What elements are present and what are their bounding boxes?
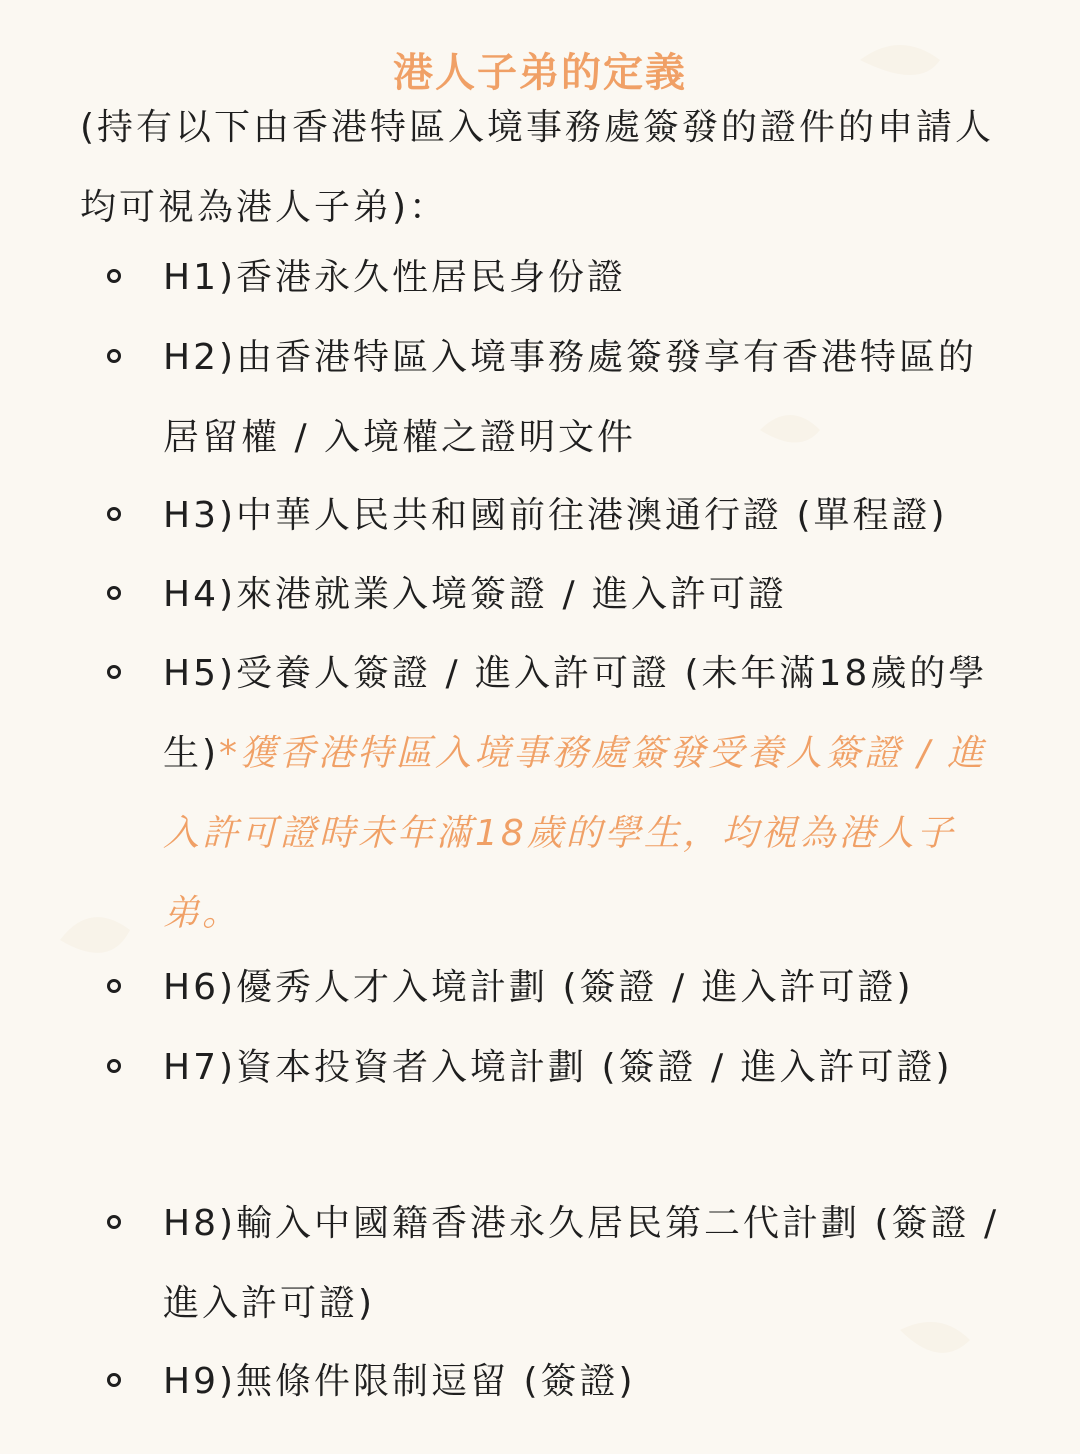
circle-bullet-icon: [107, 1215, 121, 1229]
circle-bullet-icon: [107, 586, 121, 600]
list-item-text: H1)香港永久性居民身份證: [163, 257, 627, 298]
list-item-text: H3)中華人民共和國前往港澳通行證 (單程證): [163, 495, 948, 536]
circle-bullet-icon: [107, 269, 121, 283]
intro-text: (持有以下由香港特區入境事務處簽發的證件的申請人均可視為港人子弟)：: [80, 107, 995, 228]
list-item-text: H4)來港就業入境簽證 / 進入許可證: [163, 574, 788, 615]
list-item-note: *獲香港特區入境事務處簽發受養人簽證 / 進入許可證時未年滿18歲的學生，均視為港人子弟。: [163, 733, 987, 934]
circle-bullet-icon: [107, 1373, 121, 1387]
circle-bullet-icon: [107, 507, 121, 521]
circle-bullet-icon: [107, 1059, 121, 1073]
list-item-text: H9)無條件限制逗留 (簽證): [163, 1361, 636, 1402]
list-item-text: H5)受養人簽證 / 進入許可證 (未年滿18歲的學生): [163, 653, 988, 774]
list-item-text: H7)資本投資者入境計劃 (簽證 / 進入許可證): [163, 1047, 953, 1088]
list-item-text: H6)優秀人才入境計劃 (簽證 / 進入許可證): [163, 967, 914, 1008]
list-item-text: H2)由香港特區入境事務處簽發享有香港特區的居留權 / 入境權之證明文件: [163, 337, 978, 458]
circle-bullet-icon: [107, 349, 121, 363]
circle-bullet-icon: [107, 979, 121, 993]
list-item-text: H8)輸入中國籍香港永久居民第二代計劃 (簽證 / 進入許可證): [163, 1203, 1000, 1324]
circle-bullet-icon: [107, 665, 121, 679]
page-title: 港人子弟的定義: [393, 49, 687, 96]
